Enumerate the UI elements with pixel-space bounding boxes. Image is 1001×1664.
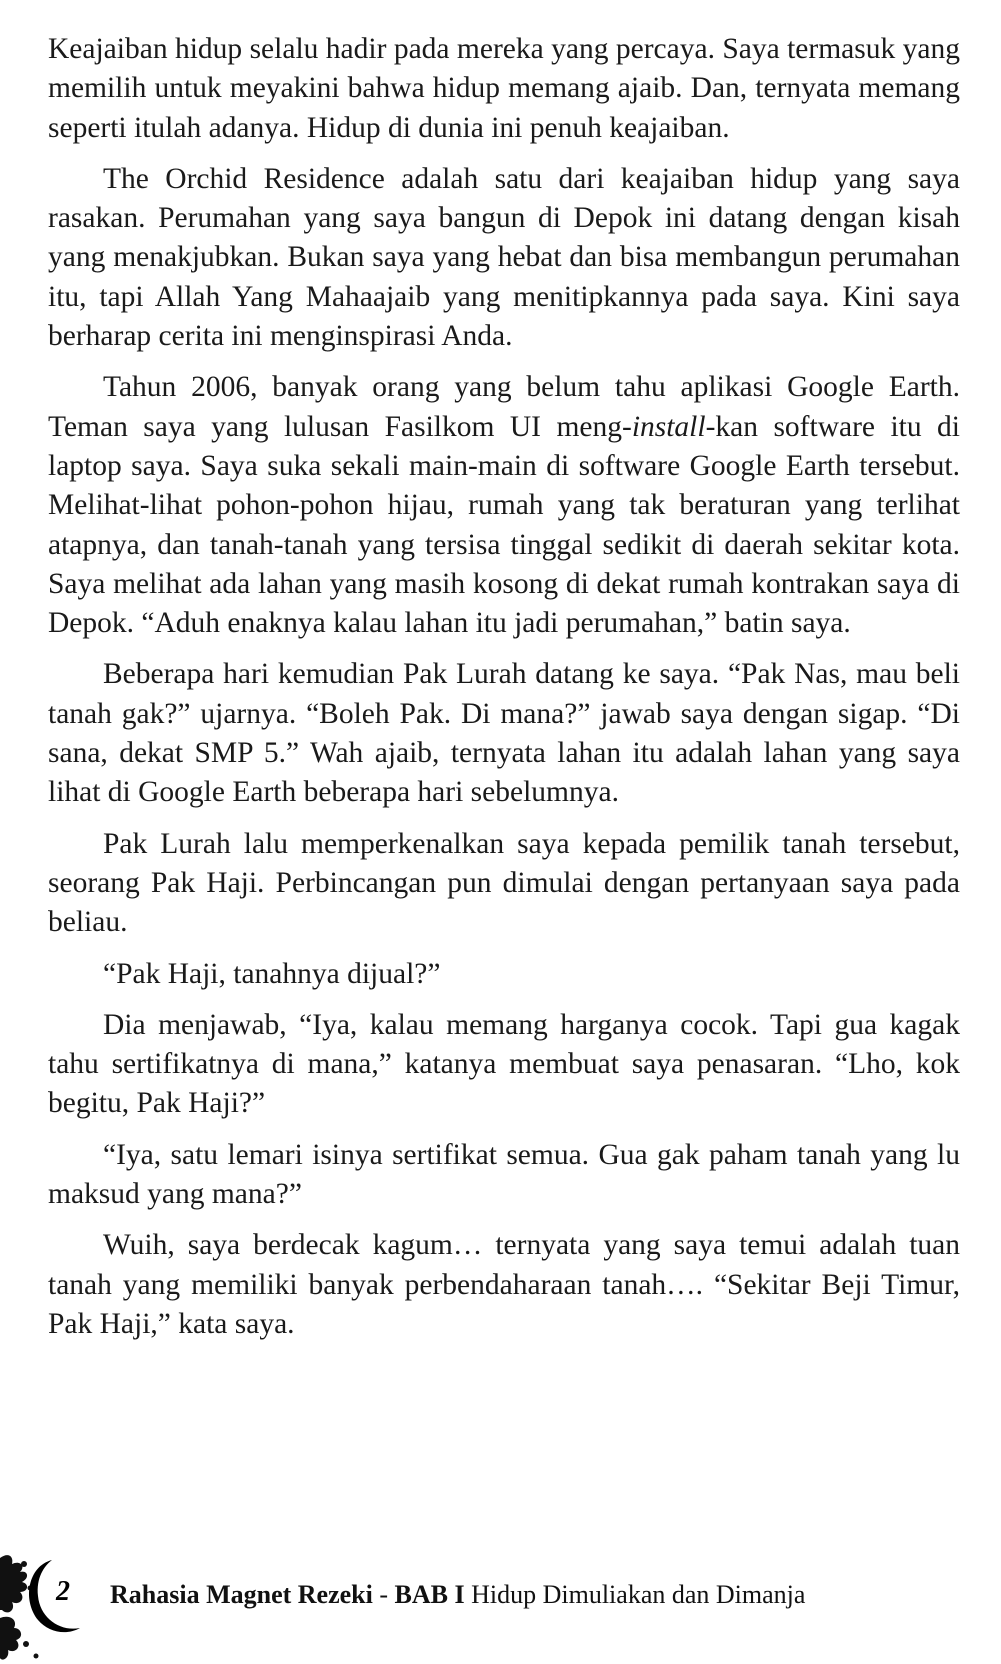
running-head — [110, 1580, 805, 1610]
paragraph: Beberapa hari kemudian Pak Lurah datang ke saya. “Pak Nas, mau beli tanah gak?” ujarnya. “Boleh Pak. Di mana?” jawab saya dengan sigap. “Di sana, dekat SMP 5.” Wah ajaib, ternyata lahan itu adalah lahan yang saya lihat di Google Earth beberapa hari sebelumnya. — [48, 658, 960, 809]
paragraph: Pak Lurah lalu memperkenalkan saya kepada pemilik tanah tersebut, seorang Pak Haji. Perbincangan pun dimulai dengan pertanyaan saya pada beliau. — [48, 827, 960, 939]
paragraph: Dia menjawab, “Iya, kalau memang harganya cocok. Tapi gua kagak tahu sertifikatnya di mana,” katanya membuat saya penasaran. “Lho, kok begitu, Pak Haji?” — [48, 1008, 960, 1120]
paragraph — [48, 368, 960, 643]
paragraph: “Iya, satu lemari isinya sertifikat semua. Gua gak paham tanah yang lu maksud yang mana?” — [48, 1138, 960, 1211]
book-title: Rahasia Magnet Rezeki — [110, 1580, 373, 1609]
running-head-separator: - — [372, 1580, 395, 1609]
paragraph: Keajaiban hidup selalu hadir pada mereka yang percaya. Saya termasuk yang memilih untuk meyakini bahwa hidup memang ajaib. Dan, ternyata memang seperti itulah adanya. Hidup di dunia ini penuh keajaiban. — [48, 33, 960, 144]
chapter-title: Hidup Dimuliakan dan Dimanja — [471, 1580, 806, 1609]
page-footer — [0, 1548, 1001, 1664]
paragraph-italic-term: install — [631, 410, 706, 443]
chapter-label: BAB I — [394, 1580, 465, 1609]
page-number: 2 — [56, 1576, 70, 1607]
paragraph: The Orchid Residence adalah satu dari keajaiban hidup yang saya rasakan. Perumahan yang saya bangun di Depok ini datang dengan kisah yang menakjubkan. Bukan saya yang hebat dan bisa membangun perumahan itu, tapi Allah Yang Mahaajaib yang menitipkannya pada saya. Kini saya berharap cerita ini menginspirasi Anda. — [48, 162, 960, 353]
crescent-floral-ornament-icon — [0, 1548, 100, 1664]
paragraph-text-before: Tahun 2006, banyak orang yang belum tahu aplikasi Google Earth. Teman saya yang lulusan Fasilkom UI meng- — [48, 371, 960, 443]
page-body — [48, 30, 960, 1356]
paragraph: “Pak Haji, tanahnya dijual?” — [103, 957, 441, 990]
paragraph: Wuih, saya berdecak kagum… ternyata yang saya temui adalah tuan tanah yang memiliki banyak perbendaharaan tanah…. “Sekitar Beji Timur, Pak Haji,” kata saya. — [48, 1229, 960, 1340]
paragraph-text-after: -kan software itu di laptop saya. Saya suka sekali main-main di software Google Earth tersebut. Melihat-lihat pohon-pohon hijau, rumah yang tak beraturan yang terlihat atapnya, dan tanah-tanah yang tersisa tinggal sedikit di daerah sekitar kota. Saya melihat ada lahan yang masih kosong di dekat rumah kontrakan saya di Depok. “Aduh enaknya kalau lahan itu jadi perumahan,” batin saya. — [48, 410, 960, 640]
